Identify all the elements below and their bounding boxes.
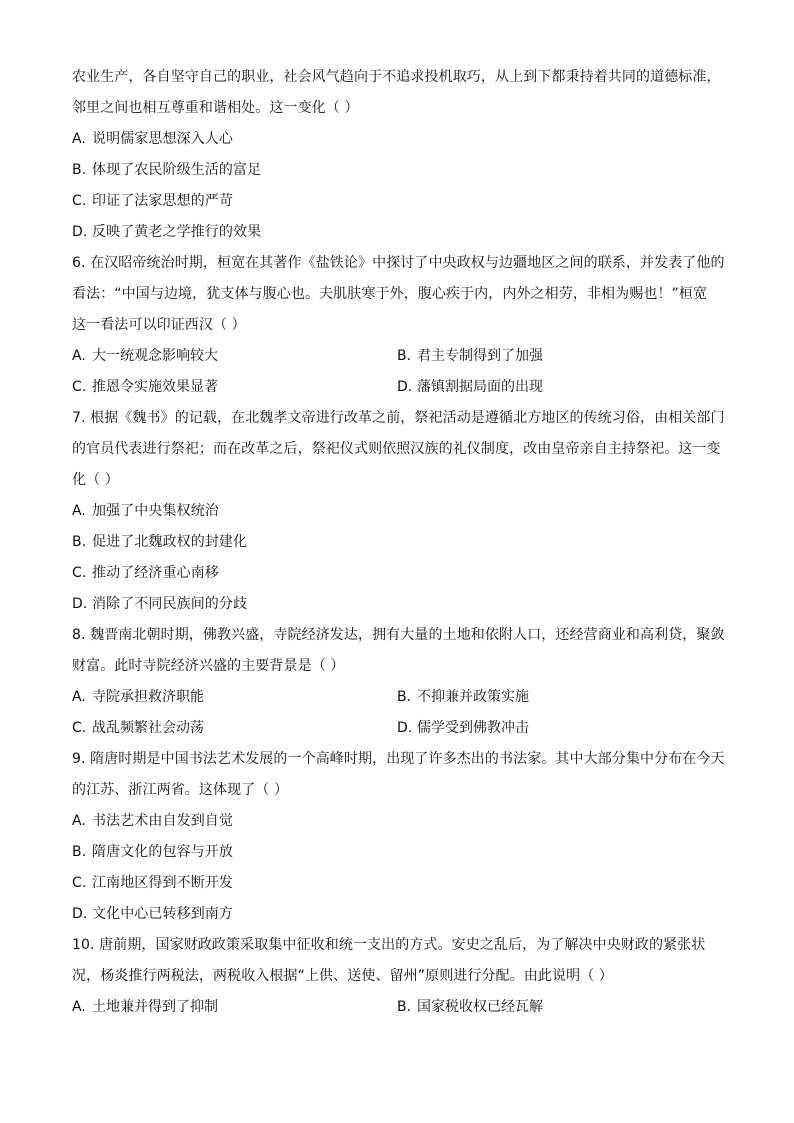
option-text: 体现了农民阶级生活的富足 (92, 162, 262, 178)
option-letter: B. (72, 162, 87, 178)
option-text: 江南地区得到不断开发 (92, 875, 233, 891)
option-text: 促进了北魏政权的封建化 (92, 534, 248, 550)
option-b (72, 527, 724, 558)
question-8 (72, 620, 724, 744)
options-row-cd (72, 372, 724, 403)
option-c (72, 713, 204, 744)
question-5-line-2: 邻里之间也相互尊重和谐相处。这一变化（ ） (72, 100, 359, 116)
option-letter: B. (397, 348, 412, 364)
question-6-line-2: 看法：“中国与边境，犹支体与腹心也。夫肌肤寒于外，腹心疾于内，内外之相劳，非相为赐也！”桓宽 (72, 286, 708, 302)
option-letter: C. (72, 193, 87, 209)
option-text: 大一统观念影响较大 (92, 348, 218, 364)
option-text: 寺院承担救济职能 (92, 689, 204, 705)
option-text: 文化中心已转移到南方 (92, 906, 233, 922)
option-letter: D. (72, 906, 88, 922)
option-letter: A. (72, 689, 86, 705)
option-text: 反映了黄老之学推行的效果 (92, 224, 262, 240)
option-c (72, 372, 218, 403)
question-8-line-1: 8. 魏晋南北朝时期，佛教兴盛，寺院经济发达，拥有大量的土地和依附人口，还经营商业和高利贷，聚敛 (72, 627, 725, 643)
option-letter: C. (72, 720, 87, 736)
exam-page (72, 62, 724, 1023)
question-7-line-1: 7. 根据《魏书》的记载，在北魏孝文帝进行改革之前，祭祀活动是遵循北方地区的传统习俗，由相关部门 (72, 410, 725, 426)
question-6-line-1: 6. 在汉昭帝统治时期，桓宽在其著作《盐铁论》中探讨了中央政权与边疆地区之间的联系，并发表了他的 (72, 255, 725, 271)
option-letter: A. (72, 348, 86, 364)
option-text: 印证了法家思想的严苛 (92, 193, 233, 209)
option-c (72, 558, 724, 589)
options-row-ab (72, 992, 724, 1023)
option-d (397, 713, 529, 744)
option-text: 儒学受到佛教冲击 (417, 720, 529, 736)
option-b (72, 155, 724, 186)
option-letter: B. (397, 689, 412, 705)
option-a (72, 806, 724, 837)
option-letter: A. (72, 999, 86, 1015)
option-c (72, 186, 724, 217)
option-a (72, 992, 218, 1023)
option-a (72, 124, 724, 155)
question-10 (72, 930, 724, 1023)
option-text: 藩镇割据局面的出现 (417, 379, 543, 395)
question-9-line-2: 的江苏、浙江两省。这体现了（ ） (72, 782, 289, 798)
question-8-line-2: 财富。此时寺院经济兴盛的主要背景是（ ） (72, 658, 345, 674)
option-text: 国家税收权已经瓦解 (417, 999, 543, 1015)
option-letter: D. (72, 224, 88, 240)
option-letter: D. (72, 596, 88, 612)
option-d (72, 217, 724, 248)
question-9 (72, 744, 724, 930)
option-letter: B. (397, 999, 412, 1015)
option-letter: A. (72, 813, 86, 829)
option-letter: D. (397, 720, 413, 736)
option-b (397, 992, 543, 1023)
option-letter: C. (72, 379, 87, 395)
question-6 (72, 248, 724, 403)
question-6-line-3: 这一看法可以印证西汉（ ） (72, 317, 246, 333)
option-a (72, 682, 204, 713)
question-5-line-1: 农业生产，各自坚守自己的职业，社会风气趋向于不追求投机取巧，从上到下都秉持着共同的道德标准， (72, 69, 721, 85)
option-d (72, 899, 724, 930)
option-c (72, 868, 724, 899)
option-letter: B. (72, 534, 87, 550)
option-text: 推恩令实施效果显著 (92, 379, 218, 395)
option-text: 消除了不同民族间的分歧 (92, 596, 248, 612)
options-row-ab (72, 682, 724, 713)
option-letter: A. (72, 131, 86, 147)
question-7-line-3: 化（ ） (72, 472, 119, 488)
option-b (397, 341, 543, 372)
option-text: 土地兼并得到了抑制 (92, 999, 218, 1015)
option-text: 战乱频繁社会动荡 (92, 720, 204, 736)
option-letter: A. (72, 503, 86, 519)
question-5 (72, 62, 724, 248)
option-text: 君主专制得到了加强 (417, 348, 543, 364)
question-10-line-1: 10. 唐前期，国家财政政策采取集中征收和统一支出的方式。安史之乱后，为了解决中央财政的紧张状 (72, 937, 706, 953)
option-text: 加强了中央集权统治 (92, 503, 219, 519)
question-7-line-2: 的官员代表进行祭祀；而在改革之后，祭祀仪式则依照汉族的礼仪制度，改由皇帝亲自主持祭祀。这一变 (72, 441, 721, 457)
option-text: 隋唐文化的包容与开放 (92, 844, 233, 860)
option-d (397, 372, 543, 403)
option-letter: D. (397, 379, 413, 395)
options-row-cd (72, 713, 724, 744)
option-text: 说明儒家思想深入人心 (92, 131, 233, 147)
option-letter: B. (72, 844, 87, 860)
option-text: 书法艺术由自发到自觉 (92, 813, 233, 829)
option-b (397, 682, 529, 713)
option-text: 不抑兼并政策实施 (417, 689, 529, 705)
option-a (72, 341, 218, 372)
option-d (72, 589, 724, 620)
options-row-ab (72, 341, 724, 372)
question-9-line-1: 9. 隋唐时期是中国书法艺术发展的一个高峰时期，出现了许多杰出的书法家。其中大部分集中分布在今天 (72, 751, 725, 767)
option-b (72, 837, 724, 868)
option-a (72, 496, 724, 527)
question-10-line-2: 况，杨炎推行两税法，两税收入根据“上供、送使、留州”原则进行分配。由此说明（ ） (72, 968, 613, 984)
option-letter: C. (72, 875, 87, 891)
option-letter: C. (72, 565, 87, 581)
question-7 (72, 403, 724, 620)
option-text: 推动了经济重心南移 (92, 565, 219, 581)
